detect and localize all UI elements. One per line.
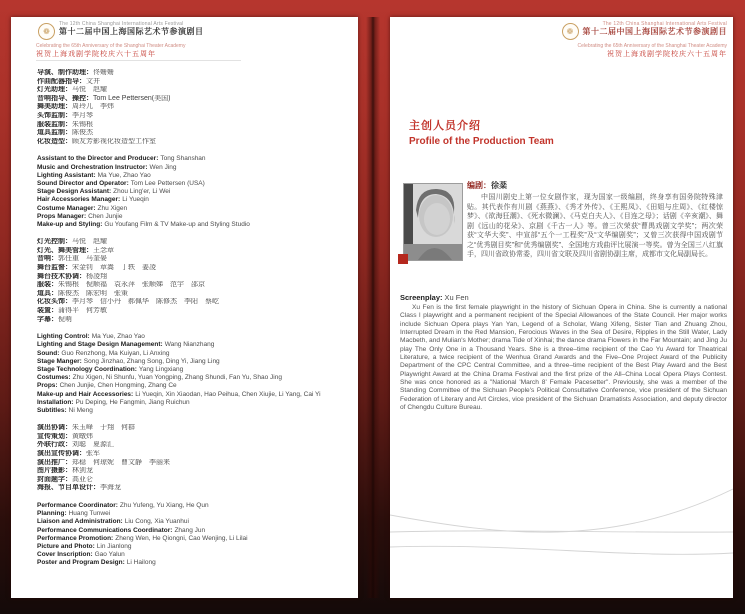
- credit-role-label: 服装：: [37, 281, 58, 289]
- credit-line: [37, 350, 350, 358]
- credit-role-label: 演出推广：: [37, 458, 72, 466]
- section-title: [409, 120, 554, 148]
- credit-line: [37, 172, 350, 180]
- credit-names: Tom Lee Pettersen(美国): [93, 94, 171, 102]
- credit-line: [37, 518, 350, 526]
- anniversary-line-en: Celebrating the 65th Anniversary of the Shanghai Theater Academy: [36, 43, 186, 49]
- credit-line: [37, 459, 350, 468]
- credit-line: [37, 450, 350, 459]
- credit-names: Wang Nianzhang: [164, 341, 215, 349]
- credit-role-label: 演出协调：: [37, 424, 72, 432]
- credit-line: [37, 247, 350, 256]
- credit-role-label: Cover Inscription:: [37, 551, 93, 559]
- credit-role-label: 海报、节目单设计：: [37, 484, 100, 492]
- credit-line: [37, 281, 350, 290]
- credit-line: [37, 559, 350, 567]
- credits-cn-block-2: [37, 238, 350, 324]
- credit-role-label: 化妆造型：: [37, 137, 72, 145]
- credit-names: Zhu Yufeng, Yu Xiang, He Qun: [119, 501, 209, 509]
- section-title-cn: 主创人员介绍: [409, 120, 481, 132]
- credit-names: 宋金钊 章嵩 丁轶 姜凌: [72, 263, 156, 271]
- credit-role-label: 封面题字：: [37, 475, 72, 483]
- credit-names: Zheng Wen, He Qiongni, Cao Wenjing, Li Lilai: [115, 534, 248, 542]
- credit-role-label: 导演、制作助理：: [37, 69, 93, 76]
- credit-names: 张军: [86, 449, 100, 457]
- credit-role-label: Hair Accessories Manager:: [37, 196, 121, 204]
- credit-role-label: 道具监制：: [37, 129, 72, 137]
- credit-role-label: Subtitles:: [37, 406, 67, 414]
- credit-line: [37, 129, 350, 138]
- credit-line: [37, 138, 350, 147]
- credit-names: 郑稳 何琼妮 曹文静 李丽来: [72, 458, 170, 466]
- screenplay-name-en: Xu Fen: [444, 293, 469, 302]
- credit-names: 蒲得平 何芳敏: [58, 306, 107, 314]
- left-page: [11, 17, 358, 598]
- credit-line: [37, 551, 350, 559]
- credit-line: [37, 543, 350, 551]
- credit-line: [37, 221, 350, 229]
- anniversary-line-en: Celebrating the 65th Anniversary of the Shanghai Theater Academy: [577, 43, 727, 49]
- credit-line: [37, 535, 350, 543]
- credits-column: [37, 69, 350, 577]
- credits-cn-block-3: [37, 424, 350, 493]
- credit-line: [37, 290, 350, 299]
- credit-role-label: Lighting Control:: [37, 333, 90, 341]
- credit-names: 佟姗姗: [93, 69, 114, 76]
- credit-role-label: Lighting Assistant:: [37, 171, 96, 179]
- credit-line: [37, 333, 350, 341]
- credit-role-label: Picture and Photo:: [37, 542, 95, 550]
- credit-line: [37, 316, 350, 325]
- credit-role-label: 化妆头饰：: [37, 298, 72, 306]
- credit-names: Zhu Xigen: [97, 204, 128, 212]
- xu-fen-portrait-photo: [403, 183, 463, 261]
- credit-line: [37, 502, 350, 510]
- festival-logo-glyph: ❁: [43, 26, 50, 36]
- bio-paragraph-en: Xu Fen is the first female playwright in the history of Sichuan Opera in China. She is currently a national Class I playwright and a permanent recipient of the Special Allowances of the State Council. Her major works include Sichuan Opera plays Yan Yan, Legend of a Scholar, Wang Xifeng, Sister Tian and Zhuang Zhou, Interrupted Dream in the Red Mansion, Ferocious Waves in the Sea of Desire, Ripples in the Still Water, Lady Macbeth, and Mulian's Mother; drama Tide of Xinhai; the dance drama Flowers in the Far Mountain; and Jing Ju play The Only One in a Thousand Years. She is a three–time recipient of the Cao Yu Award for Theatrical Literature, a twice recipient of the Wenhua Grand Awards and the Five–One Project Award of the Publicity Department of the CPC Central Committee, and a three–time recipient of the Best Play Award and the Best Playwright Award at the China Drama Festival and the first prize of the All–China Local Opera Plays Contest. She was once honored as a "National 'March 8' Female Pacesetter". Previously, she was a member of the Standing Committee of the Sichuan People's Political Consultative Conference, vice president of the Sichuan Federation of Literary and Art Circles, vice president of the Sichuan Dramatists Association, and deputy director of Chengdu Culture Bureau.: [400, 304, 727, 412]
- festival-logo-icon: [38, 23, 55, 40]
- credit-line: [37, 374, 350, 382]
- credit-line: [37, 273, 350, 282]
- page-spine: [366, 17, 380, 598]
- festival-title-en: The 12th China Shanghai International Arts Festival: [602, 21, 727, 27]
- credit-names: 朱锡根 倪顺福 袁永萍 张顺娣 范宇 邵京: [58, 281, 205, 289]
- credit-line: [37, 476, 350, 485]
- credit-names: Gu Youfang Film & TV Make-up and Styling Studio: [104, 220, 250, 228]
- credit-names: Ma Yue, Zhao Yao: [91, 333, 145, 341]
- credit-line: [37, 196, 350, 204]
- credit-role-label: 图片摄影：: [37, 467, 72, 475]
- credit-role-label: 舞美助理：: [37, 103, 72, 111]
- credit-names: 马悦 赵耀: [72, 86, 107, 94]
- credit-role-label: Performance Communications Coordinator:: [37, 526, 173, 534]
- red-square-marker: [398, 254, 408, 264]
- right-page-header: [562, 21, 728, 59]
- credit-names: Chen Junjie, Chen Hongming, Zhang Ce: [59, 382, 177, 390]
- credit-line: [37, 164, 350, 172]
- credit-role-label: Stage Design Assistant:: [37, 188, 112, 196]
- credit-names: Tom Lee Pettersen (USA): [130, 179, 205, 187]
- credit-line: [37, 382, 350, 390]
- credit-names: 王念章: [93, 246, 114, 254]
- credit-names: 李月琴 信小丹 郝佩华 陈修杰 李阳 蔡屹: [72, 298, 219, 306]
- credit-line: [37, 366, 350, 374]
- credit-line: [37, 441, 350, 450]
- credit-names: Huang Tunwei: [68, 510, 111, 518]
- credit-role-label: Liaison and Administration:: [37, 518, 123, 526]
- role-heading-cn: [467, 181, 723, 191]
- credit-role-label: 灯光、舞美管理：: [37, 246, 93, 254]
- credit-line: [37, 213, 350, 221]
- credit-role-label: Props Manager:: [37, 212, 87, 220]
- credit-names: 周玲儿 李炜: [72, 103, 114, 111]
- credit-role-label: Assistant to the Director and Producer:: [37, 155, 159, 163]
- credit-names: Pu Deping, He Fangmin, Jiang Ruichun: [75, 398, 190, 406]
- credit-role-label: Sound Director and Operator:: [37, 179, 129, 187]
- credit-names: Zhou Ling'er, Li Wei: [113, 188, 171, 196]
- credit-names: Gao Yalun: [94, 551, 125, 559]
- credit-line: [37, 188, 350, 196]
- credit-line: [37, 433, 350, 442]
- header-divider: [36, 60, 241, 61]
- credit-names: 林剑龙: [72, 467, 93, 475]
- credit-line: [37, 399, 350, 407]
- credit-role-label: 舞台监督：: [37, 263, 72, 271]
- credit-role-label: Sound:: [37, 349, 60, 357]
- credit-names: Song Jinzhao, Zhang Song, Ding Yi, Jiang Ling: [83, 357, 220, 365]
- credit-names: 李海龙: [100, 484, 121, 492]
- credit-role-label: Costume Manager:: [37, 204, 96, 212]
- credit-names: 朱锡根: [72, 120, 93, 128]
- credit-role-label: 装置：: [37, 306, 58, 314]
- right-page: [390, 17, 733, 598]
- credit-names: Li Yueqin, Xin Xiaodan, Hao Peihua, Chen Xiujie, Li Yang, Cai Yi: [135, 390, 321, 398]
- credit-line: [37, 484, 350, 493]
- credits-en-block-3: [37, 502, 350, 568]
- credit-line: [37, 510, 350, 518]
- credit-line: [37, 238, 350, 247]
- credit-names: Yang Lingxiang: [138, 365, 184, 373]
- credit-names: Ni Meng: [68, 406, 93, 414]
- credit-role-label: 灯光控制：: [37, 238, 72, 246]
- credit-role-label: Performance Coordinator:: [37, 501, 118, 509]
- credit-names: Lin Jianlong: [96, 542, 132, 550]
- credit-names: 黄暾炜: [72, 432, 93, 440]
- credit-role-label: Make-up and Styling:: [37, 220, 103, 228]
- credit-names: 马悦 赵耀: [72, 238, 107, 246]
- credit-line: [37, 424, 350, 433]
- credit-names: Chen Junjie: [88, 212, 123, 220]
- credit-names: Liu Cong, Xia Yuanhui: [124, 518, 189, 526]
- credit-line: [37, 407, 350, 415]
- credit-line: [37, 307, 350, 316]
- credit-role-label: 宣传策划：: [37, 432, 72, 440]
- festival-title-cn: 第十二届中国上海国际艺术节参演剧目: [582, 27, 727, 36]
- credit-names: 顾友芳影视化妆造型工作室: [72, 137, 156, 145]
- credit-names: Zhu Xigen, Ni Shunfu, Yuan Yongping, Zhang Shundi, Fan Yu, Shao Jing: [72, 374, 282, 382]
- credit-line: [37, 255, 350, 264]
- credit-role-label: Poster and Program Design:: [37, 559, 125, 567]
- credit-role-label: 服装监制：: [37, 120, 72, 128]
- credit-line: [37, 95, 350, 104]
- credit-role-label: Props:: [37, 382, 58, 390]
- credit-line: [37, 341, 350, 349]
- credit-line: [37, 264, 350, 273]
- credit-line: [37, 391, 350, 399]
- credit-names: 陈俊杰 陈宏明 张策: [58, 289, 128, 297]
- festival-title-en: The 12th China Shanghai International Arts Festival: [59, 21, 184, 27]
- credit-line: [37, 358, 350, 366]
- role-name-cn: 徐棻: [491, 181, 507, 190]
- credit-names: 朱玉峰 于翔 何群: [72, 424, 135, 432]
- credit-role-label: 音响指导、操控：: [37, 94, 93, 102]
- credit-role-label: 头饰监制：: [37, 111, 72, 119]
- credit-names: Tong Shanshan: [160, 155, 206, 163]
- credit-role-label: Planning:: [37, 510, 67, 518]
- credit-names: Ma Yue, Zhao Yao: [97, 171, 151, 179]
- credit-role-label: 灯光助理：: [37, 86, 72, 94]
- credit-names: Li Yueqin: [122, 196, 149, 204]
- credit-line: [37, 103, 350, 112]
- credit-role-label: 外联行政：: [37, 441, 72, 449]
- credit-names: 陈俊杰: [72, 129, 93, 137]
- credits-en-block-1: [37, 155, 350, 229]
- credit-names: 倪萌: [58, 315, 72, 323]
- credit-line: [37, 527, 350, 535]
- credit-line: [37, 69, 350, 78]
- credit-line: [37, 180, 350, 188]
- festival-logo-glyph: ❁: [566, 26, 574, 36]
- credit-role-label: Music and Orchestration Instructor:: [37, 163, 148, 171]
- credit-role-label: 音响：: [37, 255, 58, 263]
- credit-role-label: Stage Manger:: [37, 357, 82, 365]
- festival-title-cn: 第十二届中国上海国际艺术节参演剧目: [59, 27, 204, 36]
- credit-line: [37, 155, 350, 163]
- credit-role-label: Stage Technology Coordination:: [37, 365, 137, 373]
- credit-line: [37, 86, 350, 95]
- credit-names: 文井: [86, 77, 100, 85]
- bio-chinese-section: [467, 181, 723, 260]
- anniversary-line-cn: 祝贺上海戏剧学院校庆六十五周年: [36, 51, 156, 58]
- credit-role-label: 字幕：: [37, 315, 58, 323]
- credits-en-block-2: [37, 333, 350, 415]
- credit-names: 刘聪 夏源汇: [72, 441, 114, 449]
- anniversary-line-cn: 祝贺上海戏剧学院校庆六十五周年: [607, 51, 727, 58]
- decorative-wave-lines: [390, 477, 733, 587]
- screenplay-label-en: Screenplay:: [400, 293, 443, 302]
- credit-role-label: Costumes:: [37, 374, 71, 382]
- credits-cn-block-1: [37, 69, 350, 146]
- credit-names: 李月琴: [72, 111, 93, 119]
- credit-role-label: 演出宣传协调：: [37, 449, 86, 457]
- credit-role-label: Performance Promotion:: [37, 534, 114, 542]
- left-page-header: [38, 21, 204, 59]
- bio-paragraph-cn: 中国川剧史上第一位女剧作家，现为国家一级编剧，终身享有国务院特殊津贴。其代表作有川剧《燕燕》、《秀才外传》、《王熙凤》、《田姐与庄周》、《红楼惊梦》、《欲海狂潮》、《死水微澜》、《马克白夫人》、《目连之母》；话剧《辛亥潮》、舞剧《远山的花朵》、京剧《千古一人》等。曾三次荣获“曹禺戏剧文学奖”；两次荣获“文华大奖”、中宣部“五个一工程奖”及“文华编剧奖”；又曾三次获得中国戏剧节之“优秀剧目奖”和“优秀编剧奖”、全国地方戏曲评比展演一等奖。曾为全国三八红旗手，四川省政协常委，四川省文联及四川省剧协副主席，成都市文化局副局长。: [467, 194, 723, 258]
- credit-line: [37, 467, 350, 476]
- credit-role-label: Lighting and Stage Design Management:: [37, 341, 163, 349]
- credit-names: 高亚仑: [72, 475, 93, 483]
- role-heading-en: [400, 293, 469, 302]
- credit-names: Guo Renzhong, Ma Kuiyan, Li Anxing: [61, 349, 170, 357]
- festival-logo-icon: [562, 23, 579, 40]
- credit-role-label: Installation:: [37, 398, 74, 406]
- credit-names: Zhang Jun: [174, 526, 206, 534]
- section-title-en: Profile of the Production Team: [409, 136, 554, 147]
- credit-names: Wen Jing: [149, 163, 177, 171]
- credit-line: [37, 112, 350, 121]
- credit-line: [37, 121, 350, 130]
- credit-role-label: Make-up and Hair Accessories:: [37, 390, 134, 398]
- credit-role-label: 舞台技术协调：: [37, 272, 86, 280]
- portrait-placeholder-graphic: [404, 184, 462, 260]
- credit-names: 郭任重 马奎晏: [58, 255, 107, 263]
- credit-line: [37, 78, 350, 87]
- credit-line: [37, 205, 350, 213]
- credit-role-label: 道具：: [37, 289, 58, 297]
- credit-names: 杨凌翔: [86, 272, 107, 280]
- credit-names: Li Hailong: [126, 559, 156, 567]
- credit-role-label: 作曲配器指导：: [37, 77, 86, 85]
- role-label-cn: 编剧：: [467, 181, 491, 190]
- credit-line: [37, 298, 350, 307]
